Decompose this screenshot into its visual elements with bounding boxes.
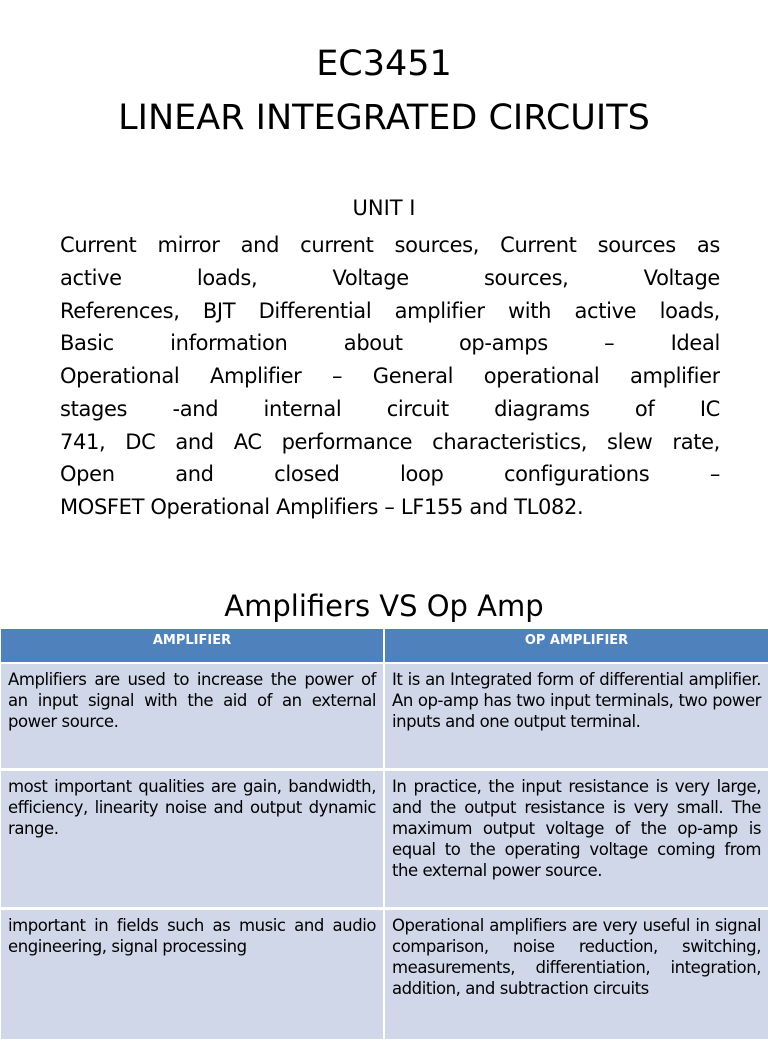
syllabus-line: Operational Amplifier – General operational amplifier [60,364,720,388]
comparison-title: Amplifiers VS Op Amp [224,589,544,623]
table-header-row [1,629,768,663]
syllabus-line: active loads, Voltage sources, Voltage [60,265,720,290]
syllabus-line: Basic information about op-amps – Ideal [60,331,720,356]
header-op-amplifier: OP AMPLIFIER [384,629,768,663]
cell-op-amplifier: It is an Integrated form of differential amplifier. An op-amp has two input terminals, two power inputs and one output terminal. [384,663,768,770]
table-row [1,663,768,770]
table-row [1,909,768,1041]
comparison-table [1,629,768,1042]
syllabus-line: MOSFET Operational Amplifiers – LF155 and TL082. [60,495,584,519]
cell-op-amplifier: In practice, the input resistance is very large, and the output resistance is very small. The maximum output voltage of the op-amp is equal to the operating voltage coming from the external power source. [384,770,768,909]
table-row [1,770,768,909]
unit-heading: UNIT I [352,196,416,220]
course-title: LINEAR INTEGRATED CIRCUITS [118,98,650,138]
syllabus-line: References, BJT Differential amplifier with active loads, [60,298,720,323]
comparison-slide [0,580,768,1024]
syllabus-line: 741, DC and AC performance characteristics, slew rate, [60,429,720,454]
course-code: EC3451 [316,44,452,84]
unit-syllabus [60,229,720,524]
cell-amplifier: important in fields such as music and audio engineering, signal processing [1,909,384,1041]
cell-op-amplifier: Operational amplifiers are very useful in signal comparison, noise reduction, switching, measurements, differentiation, integration, addition, and subtraction circuits [384,909,768,1041]
header-amplifier: AMPLIFIER [1,629,384,663]
syllabus-line: stages -and internal circuit diagrams of IC [60,396,720,421]
cell-amplifier: Amplifiers are used to increase the power of an input signal with the aid of an external power source. [1,663,384,770]
cell-amplifier: most important qualities are gain, bandwidth, efficiency, linearity noise and output dynamic range. [1,770,384,909]
syllabus-line: Current mirror and current sources, Current sources as [60,233,720,257]
syllabus-line: Open and closed loop configurations – [60,462,720,487]
